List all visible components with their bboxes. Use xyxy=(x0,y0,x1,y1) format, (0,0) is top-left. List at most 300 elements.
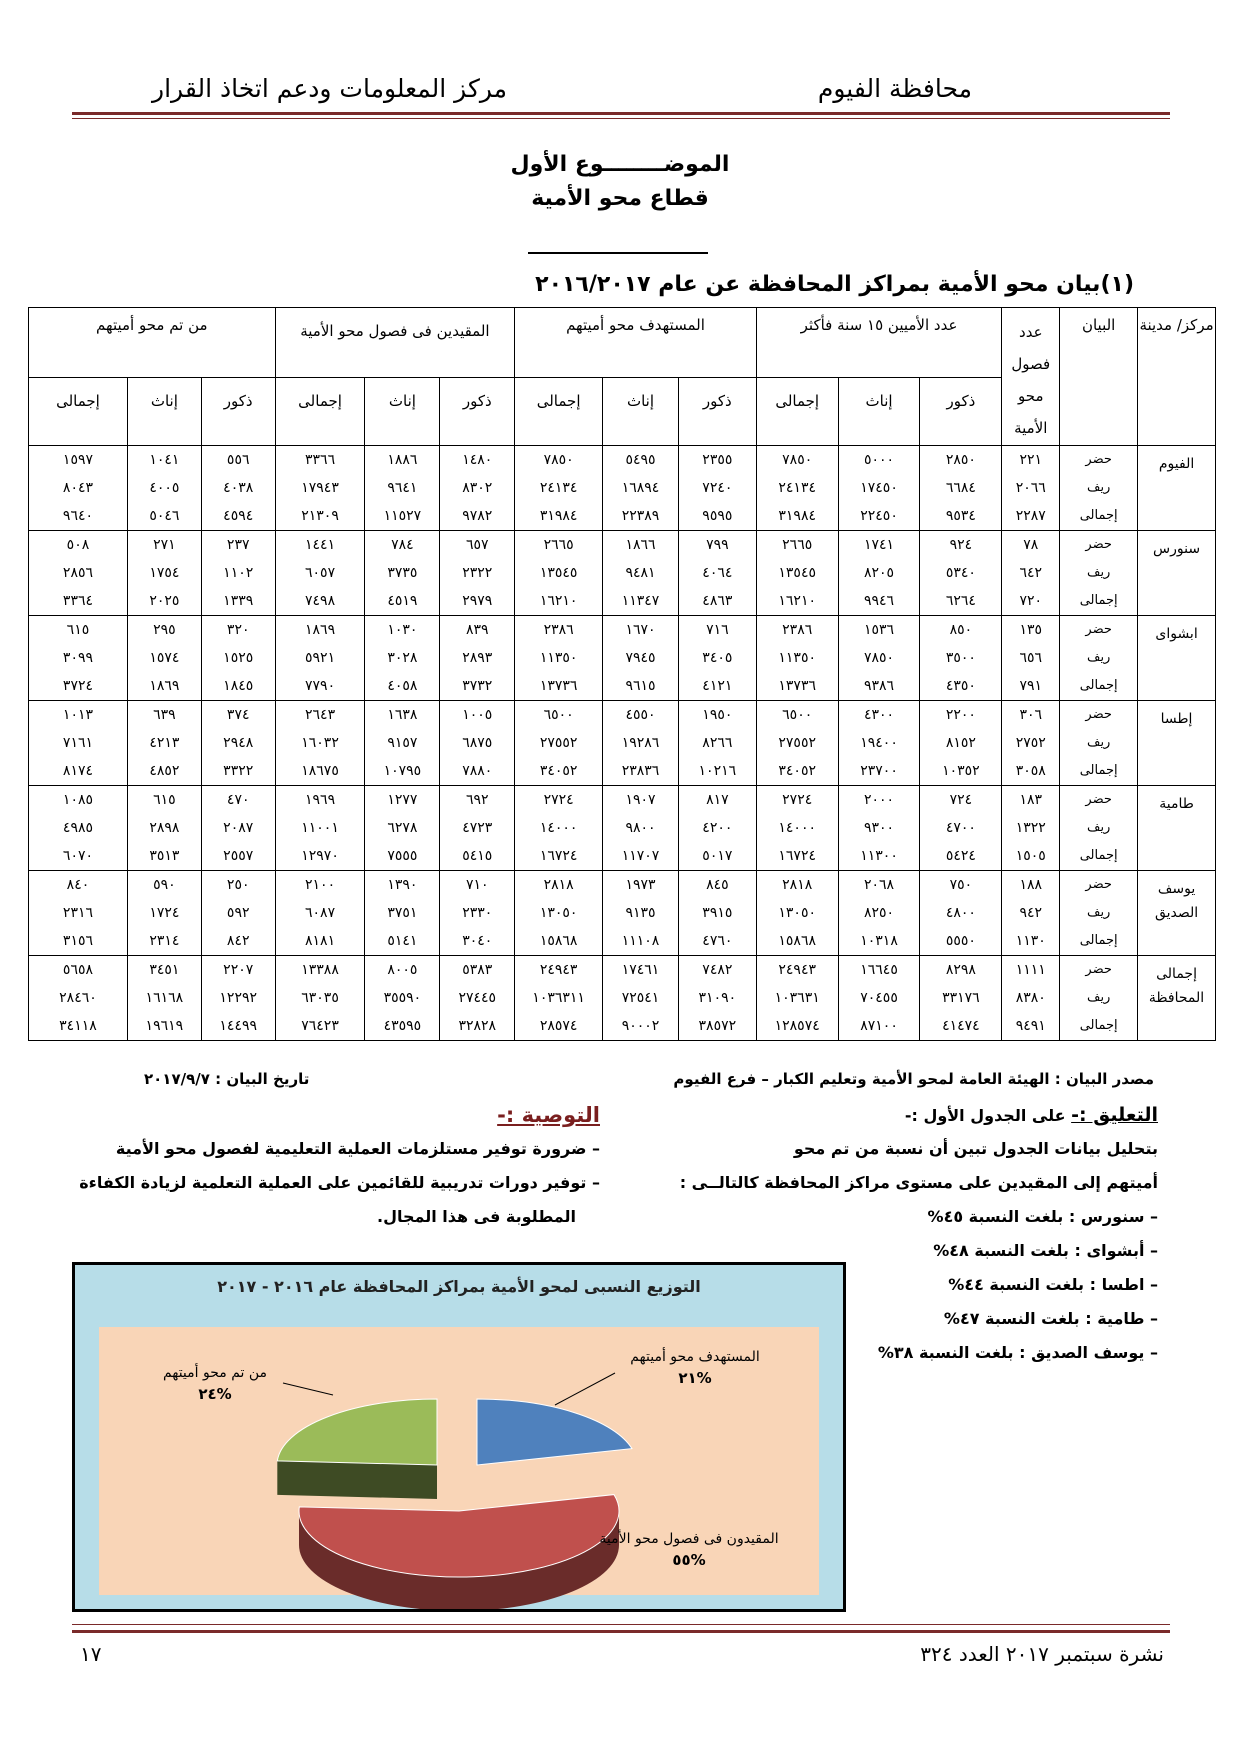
cell-ill_t xyxy=(756,956,838,1041)
cell-value: ٩٦٤١ xyxy=(387,480,418,496)
cell-value: ٩١٥٧ xyxy=(387,735,418,751)
cell-classes xyxy=(1002,616,1060,701)
comment-line: – اطسا : بلغت النسبة ٤٤% xyxy=(948,1275,1158,1294)
row-label: حضر xyxy=(1085,962,1112,977)
cell-value: ١٥٠٥ xyxy=(1015,848,1046,864)
cell-value: ٤٧٠ xyxy=(226,792,250,808)
cell-value: ٥٠٠٠ xyxy=(864,452,895,468)
pie-slice-wall xyxy=(277,1461,437,1499)
cell-ill_f xyxy=(838,786,920,871)
cell-value: ٤٨٠٠ xyxy=(945,905,976,921)
cell-classes xyxy=(1002,956,1060,1041)
header-rule xyxy=(72,112,1170,115)
cell-value: ٧٨ xyxy=(1023,537,1039,553)
cell-value: ٢٧٢٤ xyxy=(543,792,574,808)
cell-classes xyxy=(1002,531,1060,616)
cell-value: ٤٢١٣ xyxy=(149,735,180,751)
cell-value: ٦٠٥٧ xyxy=(305,565,336,581)
cell-value: ٣٠٥٨ xyxy=(1015,763,1046,779)
cell-value: ٨٥٠ xyxy=(949,622,973,638)
cell-value: ٢٨٩٣ xyxy=(462,650,493,666)
cell-enr_m xyxy=(440,786,515,871)
row-label: ريف xyxy=(1086,565,1111,580)
row-label: ريف xyxy=(1086,990,1111,1005)
row-label: إجمالى xyxy=(1079,848,1118,863)
cell-value: ٨٣٨٠ xyxy=(1015,990,1046,1006)
cell-value: ٨٣٩ xyxy=(465,622,489,638)
cell-value: ١١٣٠ xyxy=(1015,933,1046,949)
cell-value: ٢٣٥٥ xyxy=(702,452,733,468)
cell-classes xyxy=(1002,786,1060,871)
cell-value: ٣٠٤٠ xyxy=(462,933,493,949)
cell-ill_f xyxy=(838,446,920,531)
cell-value: ٧٢٤٠ xyxy=(702,480,733,496)
cell-value: ١١١١ xyxy=(1015,962,1046,978)
row-label: ريف xyxy=(1086,480,1111,495)
cell-value: ٨١٥٢ xyxy=(945,735,976,751)
row-label: إجمالى xyxy=(1079,1018,1118,1033)
cell-value: ٧١٠ xyxy=(465,877,489,893)
cell-value: ١٦٣٨ xyxy=(387,707,418,723)
cell-value: ٤٠٣٨ xyxy=(223,480,254,496)
cell-value: ٧٩٤٥ xyxy=(625,650,656,666)
cell-value: ١٣٠٥٠ xyxy=(778,905,816,921)
chart-title: التوزيع النسبى لمحو الأمية بمراكز المحافظة عام ٢٠١٦ - ٢٠١٧ xyxy=(217,1277,701,1296)
cell-value: ٥٩٢١ xyxy=(305,650,336,666)
cell-value: ١٥٨٦٨ xyxy=(778,933,816,949)
cell-value: ١١٣٥٠ xyxy=(778,650,816,666)
cell-value: ٦٠٨٧ xyxy=(305,905,336,921)
cell-lit_t xyxy=(29,446,128,531)
cell-value: ١٩٦١٩ xyxy=(145,1018,184,1034)
cell-value: ٩٦٤٠ xyxy=(62,508,93,524)
table-row xyxy=(29,531,1216,616)
data-date: تاريخ البيان : ٢٠١٧/٩/٧ xyxy=(144,1070,310,1088)
cell-tar_m xyxy=(678,531,756,616)
cell-ill_m xyxy=(920,701,1002,786)
cell-value: ٦٤٢ xyxy=(1019,565,1043,581)
cell-value: ٧٦٤٢٣ xyxy=(301,1018,339,1034)
cell-value: ٦٥٠٠ xyxy=(543,707,574,723)
cell-lit_m xyxy=(201,956,275,1041)
pie-slice-value: ٥٥% xyxy=(672,1551,706,1569)
cell-value: ١٨٣ xyxy=(1019,792,1043,808)
cell-value: ٢٣١٦ xyxy=(62,905,93,921)
cell-value: ٨٢٩٨ xyxy=(945,962,976,978)
row-labels xyxy=(1060,446,1138,531)
cell-lit_f xyxy=(127,871,201,956)
subheader-literate-total: إجمالى xyxy=(29,378,128,446)
row-label: ريف xyxy=(1086,905,1111,920)
cell-tar_f xyxy=(603,956,679,1041)
recommendation-line: – توفير دورات تدريبية للقائمين على العملية التعلمية لزيادة الكفاءة xyxy=(79,1173,600,1192)
cell-tar_m xyxy=(678,701,756,786)
cell-value: ٢٥٥٧ xyxy=(223,848,254,864)
cell-tar_f xyxy=(603,786,679,871)
cell-value: ٨١٧ xyxy=(706,792,729,808)
cell-value: ٩٠٠٠٢ xyxy=(621,1018,660,1034)
cell-value: ٢٠٨٧ xyxy=(223,820,254,836)
cell-value: ٢٧٥٥٢ xyxy=(778,735,816,751)
cell-value: ٨٢٥٠ xyxy=(864,905,895,921)
cell-value: ٢٧٥٢ xyxy=(1015,735,1046,751)
cell-value: ١٠٣١٨ xyxy=(860,933,898,949)
cell-value: ٢٣٣٠ xyxy=(462,905,493,921)
cell-value: ٧٩٩ xyxy=(706,537,729,553)
cell-value: ٣٥٥٩٠ xyxy=(383,990,422,1006)
cell-enr_t xyxy=(275,616,365,701)
cell-value: ٢٧٤٤٥ xyxy=(458,990,497,1006)
cell-value: ٩٢٤ xyxy=(949,537,973,553)
cell-value: ٤٢٠٠ xyxy=(702,820,733,836)
cell-value: ٦٣٠٣٥ xyxy=(301,990,339,1006)
subheader-targeted-male: ذكور xyxy=(678,378,756,446)
header-enrolled: المقيدين فى فصول محو الأمية xyxy=(275,308,515,378)
cell-ill_m xyxy=(920,446,1002,531)
cell-value: ١٨٦٦ xyxy=(625,537,656,553)
cell-value: ٢٨٥٠ xyxy=(945,452,976,468)
cell-value: ١٤٠٠٠ xyxy=(539,820,578,836)
cell-value: ٦٣٩ xyxy=(153,707,176,723)
cell-value: ١٣٠٥٠ xyxy=(539,905,578,921)
row-center-name: الفيوم xyxy=(1138,446,1216,531)
pie-slice-label: المستهدف محو أميتهم xyxy=(630,1349,760,1365)
cell-lit_m xyxy=(201,701,275,786)
row-labels xyxy=(1060,956,1138,1041)
center-name: مركز المعلومات ودعم اتخاذ القرار xyxy=(152,74,508,103)
cell-enr_m xyxy=(440,616,515,701)
cell-value: ١٠٣٦٣١ xyxy=(774,990,820,1006)
cell-enr_t xyxy=(275,701,365,786)
cell-value: ٥٣٤٠ xyxy=(945,565,976,581)
cell-classes xyxy=(1002,871,1060,956)
cell-value: ١٣٥٤٥ xyxy=(539,565,578,581)
title-underline xyxy=(528,252,708,254)
cell-value: ٣٣١٧٦ xyxy=(942,990,980,1006)
cell-value: ٨٤٢ xyxy=(226,933,250,949)
cell-tar_t xyxy=(515,956,603,1041)
cell-value: ٣٣٢٢ xyxy=(223,763,254,779)
cell-lit_m xyxy=(201,446,275,531)
cell-ill_m xyxy=(920,786,1002,871)
cell-enr_f xyxy=(365,956,440,1041)
cell-value: ١٩٥٠ xyxy=(702,707,733,723)
cell-value: ٧٩١ xyxy=(1019,678,1043,694)
cell-value: ١٧٩٤٣ xyxy=(301,480,339,496)
pie-leader-line xyxy=(555,1373,615,1405)
comment-heading: التعليق :- xyxy=(1071,1104,1158,1126)
cell-value: ٥١٤١ xyxy=(387,933,418,949)
cell-value: ٢٣٧ xyxy=(226,537,250,553)
cell-value: ٧٥٠ xyxy=(949,877,973,893)
cell-value: ١٣٧٣٦ xyxy=(539,678,578,694)
cell-value: ٩٨٠٠ xyxy=(625,820,656,836)
cell-value: ١٦٢١٠ xyxy=(539,593,578,609)
cell-value: ٢٠٦٨ xyxy=(864,877,895,893)
row-label: ريف xyxy=(1086,735,1111,750)
cell-value: ٢٨١٨ xyxy=(782,877,813,893)
cell-value: ١١١٠٨ xyxy=(621,933,660,949)
cell-lit_m xyxy=(201,871,275,956)
recommendation-line: المطلوبة فى هذا المجال. xyxy=(377,1207,576,1226)
cell-value: ١٠٢١٦ xyxy=(698,763,737,779)
cell-value: ١١٣٥٠ xyxy=(539,650,578,666)
subheader-illiterates-male: ذكور xyxy=(920,378,1002,446)
cell-value: ٤٨٦٣ xyxy=(702,593,733,609)
footer-rule-thin xyxy=(72,1624,1170,1625)
cell-ill_f xyxy=(838,871,920,956)
cell-value: ١٨٦٩ xyxy=(305,622,336,638)
cell-ill_m xyxy=(920,956,1002,1041)
cell-value: ٤١٤٧٤ xyxy=(942,1018,980,1034)
cell-value: ١٣٣٩ xyxy=(223,593,254,609)
cell-lit_m xyxy=(201,616,275,701)
row-label: حضر xyxy=(1085,452,1112,467)
cell-value: ٣٤٠٥٢ xyxy=(778,763,816,779)
cell-value: ١٠١٣ xyxy=(62,707,93,723)
cell-enr_m xyxy=(440,956,515,1041)
row-labels xyxy=(1060,701,1138,786)
cell-value: ١٥٧٤ xyxy=(149,650,180,666)
cell-value: ٥٩٢ xyxy=(226,905,250,921)
subheader-enrolled-female: إناث xyxy=(365,378,440,446)
cell-value: ٢٣٨٣٦ xyxy=(621,763,660,779)
cell-tar_t xyxy=(515,446,603,531)
pie-chart xyxy=(72,1262,846,1612)
cell-ill_t xyxy=(756,531,838,616)
cell-value: ٦٥٧ xyxy=(465,537,489,553)
row-label: حضر xyxy=(1085,877,1112,892)
cell-ill_m xyxy=(920,616,1002,701)
cell-value: ٣٢٠ xyxy=(226,622,250,638)
cell-value: ١١٥٢٧ xyxy=(383,508,422,524)
cell-value: ١٦٧٠ xyxy=(625,622,656,638)
cell-tar_f xyxy=(603,701,679,786)
cell-value: ٣٩١٥ xyxy=(702,905,733,921)
cell-enr_f xyxy=(365,786,440,871)
subheader-enrolled-male: ذكور xyxy=(440,378,515,446)
row-center-name: طامية xyxy=(1138,786,1216,871)
recommendation-block xyxy=(40,1098,600,1234)
cell-value: ٢٦٦٥ xyxy=(782,537,813,553)
cell-value: ٣٣٦٤ xyxy=(62,593,93,609)
subheader-illiterates-female: إناث xyxy=(838,378,920,446)
cell-value: ٧٤٩٨ xyxy=(305,593,336,609)
cell-value: ٢١٣٠٩ xyxy=(301,508,339,524)
row-label: حضر xyxy=(1085,622,1112,637)
cell-value: ٧٨٤ xyxy=(391,537,414,553)
cell-value: ١٣٣٨٨ xyxy=(301,962,339,978)
cell-value: ١٤٤١ xyxy=(305,537,336,553)
cell-tar_t xyxy=(515,616,603,701)
row-labels xyxy=(1060,531,1138,616)
table-row xyxy=(29,871,1216,956)
cell-value: ١٢٧٧ xyxy=(387,792,418,808)
cell-tar_m xyxy=(678,616,756,701)
cell-value: ٧٤٨٢ xyxy=(702,962,733,978)
cell-value: ٤٧٦٠ xyxy=(702,933,733,949)
row-label: ريف xyxy=(1086,650,1111,665)
cell-lit_t xyxy=(29,616,128,701)
cell-tar_f xyxy=(603,871,679,956)
cell-value: ٨٧١٠٠ xyxy=(860,1018,898,1034)
governorate-name: محافظة الفيوم xyxy=(817,74,972,103)
cell-value: ٣١٥٦ xyxy=(62,933,93,949)
cell-value: ٨٣٠٢ xyxy=(462,480,493,496)
cell-value: ١١٧٠٧ xyxy=(621,848,660,864)
row-center-name: إجمالى المحافظة xyxy=(1138,956,1216,1041)
cell-lit_f xyxy=(127,446,201,531)
cell-value: ٥٤١٥ xyxy=(462,848,493,864)
cell-value: ١٥٨٦٨ xyxy=(539,933,578,949)
cell-value: ٣١٠٩٠ xyxy=(698,990,737,1006)
cell-value: ٤٧٠٠ xyxy=(945,820,976,836)
cell-enr_f xyxy=(365,616,440,701)
table-row xyxy=(29,956,1216,1041)
cell-value: ١٥٩٧ xyxy=(62,452,93,468)
cell-value: ٣٠٦ xyxy=(1019,707,1043,723)
cell-value: ٣٧٢٤ xyxy=(62,678,93,694)
cell-value: ٢٢٠٠ xyxy=(945,707,976,723)
cell-tar_f xyxy=(603,616,679,701)
cell-value: ٤٠٠٥ xyxy=(149,480,180,496)
pie-slice-value: ٢٤% xyxy=(198,1385,232,1403)
cell-value: ١٦٢١٠ xyxy=(778,593,816,609)
cell-value: ٣٠٢٨ xyxy=(387,650,418,666)
cell-value: ١١٠٢ xyxy=(223,565,254,581)
cell-value: ٣٢٨٢٨ xyxy=(458,1018,497,1034)
cell-value: ١١٠٠١ xyxy=(301,820,339,836)
comment-line: – يوسف الصديق : بلغت النسبة ٣٨% xyxy=(877,1343,1158,1362)
row-label: إجمالى xyxy=(1079,508,1118,523)
comment-line: – سنورس : بلغت النسبة ٤٥% xyxy=(927,1207,1158,1226)
cell-enr_t xyxy=(275,531,365,616)
cell-value: ١٦٦٤٥ xyxy=(860,962,898,978)
cell-value: ٥٦٥٨ xyxy=(62,962,93,978)
cell-value: ٧٨٥٠ xyxy=(543,452,574,468)
cell-enr_t xyxy=(275,871,365,956)
cell-enr_m xyxy=(440,531,515,616)
cell-value: ٣٤٠٥ xyxy=(702,650,733,666)
cell-classes xyxy=(1002,701,1060,786)
cell-value: ٥٠١٧ xyxy=(702,848,733,864)
cell-tar_t xyxy=(515,701,603,786)
cell-value: ٢٠٢٥ xyxy=(149,593,180,609)
row-center-name: سنورس xyxy=(1138,531,1216,616)
table-title: (١)بيان محو الأمية بمراكز المحافظة عن عام ٢٠١٦/٢٠١٧ xyxy=(535,272,1134,297)
subheader-literate-male: ذكور xyxy=(201,378,275,446)
cell-tar_t xyxy=(515,871,603,956)
cell-value: ١١٣٤٧ xyxy=(621,593,660,609)
cell-value: ١٥٢٥ xyxy=(223,650,254,666)
cell-value: ١٨٤٥ xyxy=(223,678,254,694)
cell-value: ١٧٢٤ xyxy=(149,905,180,921)
cell-value: ٩٥٩٥ xyxy=(702,508,733,524)
cell-value: ٨٢٠٥ xyxy=(864,565,895,581)
cell-ill_f xyxy=(838,701,920,786)
cell-value: ٨١٧٤ xyxy=(62,763,93,779)
page-number: ١٧ xyxy=(80,1642,102,1666)
cell-lit_f xyxy=(127,701,201,786)
row-label: إجمالى xyxy=(1079,678,1118,693)
cell-value: ٧٢٥٤١ xyxy=(621,990,660,1006)
cell-tar_m xyxy=(678,446,756,531)
cell-value: ٦٨٧٥ xyxy=(462,735,493,751)
cell-value: ٥٩٠ xyxy=(153,877,176,893)
cell-ill_m xyxy=(920,871,1002,956)
row-labels xyxy=(1060,616,1138,701)
cell-value: ٩٣٨٦ xyxy=(864,678,895,694)
cell-value: ٤٩٨٥ xyxy=(62,820,93,836)
cell-tar_m xyxy=(678,956,756,1041)
cell-enr_t xyxy=(275,446,365,531)
cell-value: ٣٧٣٢ xyxy=(462,678,493,694)
cell-value: ٢٢٣٨٩ xyxy=(621,508,660,524)
cell-value: ٧٧٩٠ xyxy=(305,678,336,694)
header-literate: من تم محو أميتهم xyxy=(29,308,276,378)
cell-value: ٩٩٤٦ xyxy=(864,593,895,609)
cell-value: ٨٤٥ xyxy=(706,877,729,893)
cell-ill_t xyxy=(756,616,838,701)
cell-value: ١٢٨٥٧٤ xyxy=(774,1018,820,1034)
cell-value: ٧١٦ xyxy=(706,622,729,638)
cell-value: ١٠٤١ xyxy=(149,452,180,468)
cell-value: ٥٠٨ xyxy=(66,537,90,553)
cell-value: ٢٣٨٦ xyxy=(543,622,574,638)
cell-value: ٦٢٧٨ xyxy=(387,820,418,836)
header-classes: عدد فصول محو الأمية xyxy=(1002,308,1060,446)
cell-value: ٢٤١٣٤ xyxy=(539,480,578,496)
cell-lit_m xyxy=(201,531,275,616)
row-label: ريف xyxy=(1086,820,1111,835)
cell-value: ٦٠٧٠ xyxy=(62,848,93,864)
cell-value: ٢١٠٠ xyxy=(305,877,336,893)
cell-value: ٦٥٦ xyxy=(1019,650,1043,666)
cell-enr_f xyxy=(365,531,440,616)
cell-value: ٣١٩٨٤ xyxy=(778,508,816,524)
cell-value: ٦٥٠٠ xyxy=(782,707,813,723)
cell-value: ٤٣٠٠ xyxy=(864,707,895,723)
cell-value: ١٦٧٢٤ xyxy=(539,848,578,864)
cell-value: ٥٤٢٤ xyxy=(945,848,976,864)
cell-value: ١٣٢٢ xyxy=(1015,820,1046,836)
cell-value: ٢٥٠ xyxy=(226,877,250,893)
cell-enr_f xyxy=(365,446,440,531)
cell-value: ١٠٧٩٥ xyxy=(383,763,422,779)
cell-value: ٢٨٥٧٤ xyxy=(539,1018,578,1034)
cell-value: ١٩٢٨٦ xyxy=(621,735,660,751)
cell-ill_t xyxy=(756,446,838,531)
cell-value: ١٤٤٩٩ xyxy=(219,1018,258,1034)
cell-enr_f xyxy=(365,701,440,786)
cell-value: ٤٥١٩ xyxy=(387,593,418,609)
cell-value: ١٠٣٦٣١١ xyxy=(532,990,585,1006)
cell-value: ٨٢٦٦ xyxy=(702,735,733,751)
cell-value: ١٩٧٣ xyxy=(625,877,656,893)
cell-value: ٢٠٦٦ xyxy=(1015,480,1046,496)
cell-value: ١٦١٦٨ xyxy=(145,990,184,1006)
literacy-table xyxy=(28,307,1216,1041)
cell-value: ١٦٨٩٤ xyxy=(621,480,660,496)
data-source: مصدر البيان : الهيئة العامة لمحو الأمية وتعليم الكبار – فرع الفيوم xyxy=(673,1070,1154,1088)
cell-value: ١٩٦٩ xyxy=(305,792,336,808)
cell-value: ١٤٠٠٠ xyxy=(778,820,816,836)
cell-value: ٩٤٨١ xyxy=(625,565,656,581)
cell-value: ٦٩٢ xyxy=(465,792,489,808)
cell-ill_f xyxy=(838,616,920,701)
cell-value: ٣٤١١٨ xyxy=(59,1018,97,1034)
subheader-targeted-total: إجمالى xyxy=(515,378,603,446)
